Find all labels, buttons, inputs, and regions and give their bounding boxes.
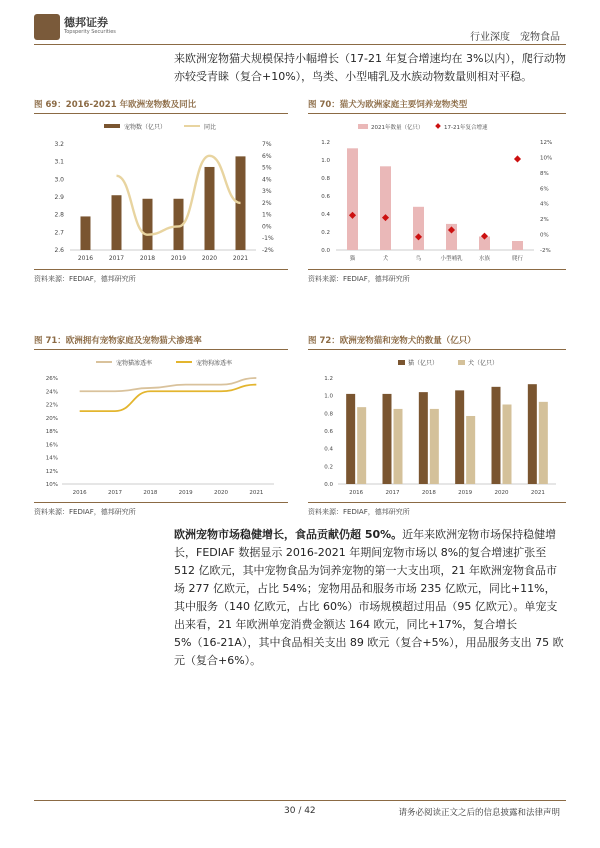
figure-71-source: 资料来源：FEDIAF，德邦研究所 (34, 508, 136, 516)
figure-72-source: 资料来源：FEDIAF，德邦研究所 (308, 508, 410, 516)
y-left-tick-label: 0.4 (321, 212, 330, 218)
bar-dog-count (357, 407, 366, 484)
market-paragraph (174, 526, 566, 670)
bar-pet-count (112, 195, 122, 250)
bar-dog-count (394, 409, 403, 484)
bar-dog-count (430, 409, 439, 484)
y-right-tick-label: 7% (262, 141, 272, 148)
y-tick-label: 0.8 (324, 411, 333, 418)
y-tick-label: 18% (45, 429, 58, 435)
x-tick-label: 2019 (178, 490, 193, 496)
bar-cat-count (419, 392, 428, 484)
y-right-tick-label: 0% (540, 232, 549, 239)
bar-pet-type-count (413, 207, 424, 250)
y-right-tick-label: 0% (262, 223, 272, 231)
bar-dog-count (539, 402, 548, 484)
market-paragraph-text: 近年来欧洲宠物市场保持稳健增长，FEDIAF 数据显示 2016-2021 年期间宠物市场以 8%的复合增速扩张至 512 亿欧元，其中宠物食品为饲养宠物的第一大支出项，21 年欧洲宠物食品市场 277 亿欧元，占比 54%；宠物用品和服务市场 235 亿欧元，同比+11%，其中服务（140 亿欧元，占比 60%）市场规模超过用品（95 亿欧元）。单宠支出来看，21 年欧洲单宠消费金额达 164 欧元，同比+17%，复合增长 5%（16-21A），其中食品相关支出 89 欧元（复合+5%），用品服务支出 75 欧元（复合+6%）。 (174, 528, 564, 667)
y-left-tick-label: 0.2 (321, 230, 330, 236)
legend-label-cat: 猫（亿只） (408, 360, 439, 367)
x-tick-label: 2016 (72, 490, 87, 496)
footer-disclaimer: 请务必阅读正文之后的信息披露和法律声明 (398, 808, 560, 818)
bar-pet-type-count (380, 166, 391, 250)
y-tick-label: 26% (45, 376, 58, 382)
figure-71 (34, 334, 288, 517)
bar-dog-count (503, 405, 512, 485)
x-tick-label: 2020 (494, 490, 509, 496)
y-tick-label: 14% (45, 455, 58, 462)
y-tick-label: 10% (45, 482, 58, 488)
figure-70-bottom-rule (308, 269, 566, 270)
legend-swatch-cat (398, 360, 405, 365)
y-tick-label: 0.2 (324, 464, 333, 471)
legend-swatch-bar (104, 124, 120, 128)
y-right-tick-label: 6% (540, 186, 549, 193)
y-left-tick-label: 3.1 (54, 158, 64, 166)
header-category: 行业深度 宠物食品 (470, 32, 560, 43)
y-left-tick-label: 2.8 (54, 211, 64, 219)
x-tick-label: 2019 (458, 490, 473, 496)
figure-69-bottom-rule (34, 269, 288, 270)
x-tick-label: 2020 (214, 490, 228, 496)
legend-label-cat: 宠物猫渗透率 (116, 360, 153, 367)
figure-72-bottom-rule (308, 502, 566, 503)
y-right-tick-label: 2% (262, 199, 272, 207)
legend-swatch-bar (358, 124, 368, 129)
intro-paragraph: 来欧洲宠物猫犬规模保持小幅增长（17-21 年复合增速均在 3%以内），爬行动物亦较受青睐（复合+10%），鸟类、小型哺乳及水族动物数量则相对平稳。 (174, 52, 566, 83)
bar-pet-count (205, 167, 215, 250)
figure-72 (308, 334, 566, 517)
x-tick-label: 2017 (108, 490, 122, 496)
brand-logo (34, 14, 60, 40)
y-tick-label: 0.6 (324, 429, 333, 435)
x-tick-label: 2021 (249, 490, 264, 496)
market-paragraph-lead: 欧洲宠物市场稳健增长，食品贡献仍超 50%。 (174, 528, 403, 541)
y-right-tick-label: -2% (262, 247, 274, 254)
figure-69-title: 图 69：2016-2021 年欧洲宠物数及同比 (34, 100, 197, 110)
figure-71-bottom-rule (34, 502, 288, 503)
x-tick-label: 2016 (77, 255, 94, 262)
figure-71-chart (34, 350, 288, 502)
y-left-tick-label: 0.0 (321, 248, 330, 254)
bar-pet-count (143, 199, 153, 250)
page-number: 30 / 42 (284, 806, 316, 816)
y-left-tick-label: 2.6 (54, 247, 64, 254)
y-right-tick-label: 12% (540, 140, 553, 146)
x-tick-label: 2019 (170, 255, 187, 262)
y-left-tick-label: 1.0 (321, 158, 330, 164)
brand-name: 德邦证券 (64, 16, 108, 29)
figure-70-chart (308, 114, 566, 269)
y-right-tick-label: 8% (540, 170, 549, 177)
y-right-tick-label: 4% (540, 201, 549, 208)
legend-swatch-dog (458, 360, 465, 365)
header-divider (34, 44, 566, 45)
bar-cat-count (383, 394, 392, 484)
bar-pet-count (81, 216, 91, 250)
line-cat-penetration (80, 378, 257, 391)
figure-69-source: 资料来源：FEDIAF，德邦研究所 (34, 275, 136, 283)
x-tick-label: 爬行 (511, 256, 524, 262)
x-tick-label: 2016 (349, 490, 364, 496)
figure-70 (308, 98, 566, 284)
y-right-tick-label: -2% (540, 248, 551, 254)
y-tick-label: 12% (45, 468, 58, 475)
y-right-tick-label: 5% (262, 164, 272, 172)
y-right-tick-label: 10% (540, 155, 553, 162)
brand-subtitle: Topsperity Securities (64, 29, 116, 35)
y-left-tick-label: 3.0 (54, 176, 64, 184)
x-tick-label: 2018 (139, 255, 156, 262)
figure-72-chart (308, 350, 566, 502)
footer-divider (34, 800, 566, 801)
x-tick-label: 水族 (478, 256, 491, 262)
y-tick-label: 1.2 (324, 376, 333, 382)
legend-label-bar: 宠物数（亿只） (124, 124, 167, 131)
y-left-tick-label: 0.6 (321, 194, 330, 200)
x-tick-label: 2021 (232, 255, 249, 262)
legend-label-line: 同比 (204, 124, 217, 131)
point-cagr (514, 155, 521, 162)
figure-69-chart (34, 114, 288, 269)
x-tick-label: 2018 (143, 490, 158, 496)
bar-cat-count (455, 390, 464, 484)
x-tick-label: 犬 (382, 256, 389, 262)
legend-label-dog: 宠物狗渗透率 (196, 360, 233, 367)
y-right-tick-label: -1% (262, 235, 274, 243)
y-left-tick-label: 3.2 (54, 141, 64, 148)
legend-swatch-point (435, 123, 441, 129)
y-tick-label: 0.4 (324, 446, 333, 453)
bar-pet-type-count (347, 148, 358, 250)
figure-69 (34, 98, 288, 284)
legend-label-bar: 2021年数量（亿只） (371, 125, 424, 131)
y-right-tick-label: 3% (262, 188, 272, 196)
y-tick-label: 20% (45, 415, 58, 422)
bar-cat-count (492, 387, 501, 484)
bar-cat-count (528, 384, 537, 484)
figure-70-source: 资料来源：FEDIAF，德邦研究所 (308, 275, 410, 283)
bar-dog-count (466, 416, 475, 484)
y-right-tick-label: 4% (262, 176, 272, 184)
y-left-tick-label: 2.7 (54, 229, 64, 237)
y-right-tick-label: 6% (262, 152, 272, 160)
y-right-tick-label: 1% (262, 211, 272, 219)
y-tick-label: 1.0 (324, 393, 333, 400)
y-left-tick-label: 1.2 (321, 140, 330, 146)
y-left-tick-label: 2.9 (54, 194, 64, 201)
x-tick-label: 鸟 (415, 256, 422, 262)
legend-label-dog: 犬（亿只） (468, 360, 499, 367)
x-tick-label: 猫 (349, 256, 356, 262)
figure-71-title: 图 71：欧洲拥有宠物家庭及宠物猫犬渗透率 (34, 336, 202, 346)
x-tick-label: 2020 (201, 255, 218, 262)
y-right-tick-label: 2% (540, 217, 549, 224)
legend-label-point: 17-21年复合增速 (444, 125, 488, 131)
x-tick-label: 小型哺乳 (440, 256, 463, 262)
figure-72-title: 图 72：欧洲宠物猫和宠物犬的数量（亿只） (308, 336, 476, 346)
y-tick-label: 24% (45, 389, 58, 396)
x-tick-label: 2017 (385, 490, 400, 496)
bar-cat-count (346, 394, 355, 484)
y-tick-label: 16% (45, 442, 58, 449)
y-left-tick-label: 0.8 (321, 176, 330, 182)
y-tick-label: 22% (45, 402, 58, 409)
line-dog-penetration (80, 385, 257, 412)
y-tick-label: 0.0 (324, 482, 333, 488)
x-tick-label: 2018 (421, 490, 436, 496)
bar-pet-type-count (512, 241, 523, 250)
figure-70-title: 图 70：猫犬为欧洲家庭主要饲养宠物类型 (308, 100, 468, 110)
x-tick-label: 2017 (108, 255, 125, 262)
x-tick-label: 2021 (530, 490, 545, 496)
